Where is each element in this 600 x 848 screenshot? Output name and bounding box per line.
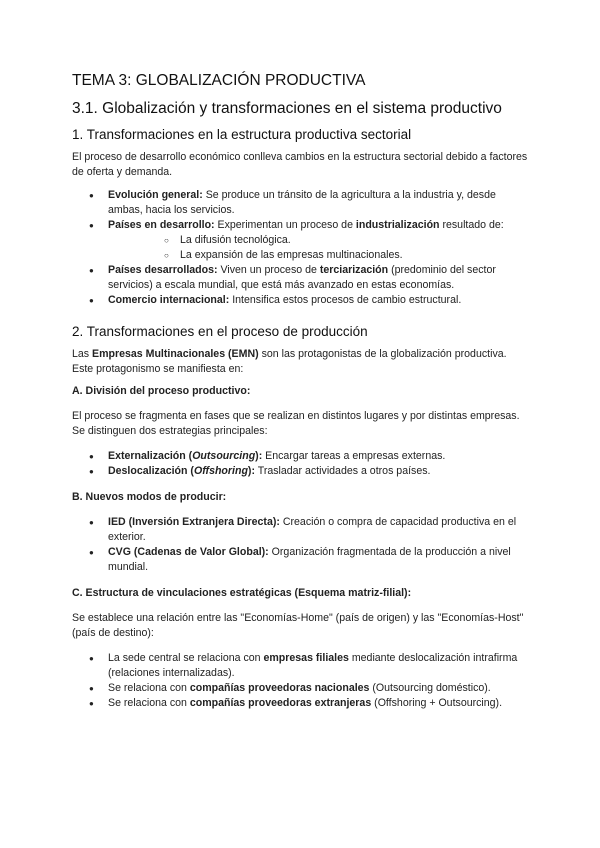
list-item: ● Deslocalización (Offshoring): Trasladar actividades a otros países. [72, 464, 530, 479]
paragraph-s2-intro: Las Empresas Multinacionales (EMN) son las protagonistas de la globalización productiva. Este protagonismo se manifiesta en: [72, 348, 507, 375]
list-b [72, 515, 530, 575]
nested-list [108, 233, 530, 263]
document-title: TEMA 3: GLOBALIZACIÓN PRODUCTIVA [72, 72, 366, 89]
list-item: ● Países en desarrollo: Experimentan un proceso de industrialización resultado de: ○ La difusión tecnológica. ○ La expansión de las empresas multinacionales. [72, 218, 530, 263]
list-item: ● Se relaciona con compañías proveedoras nacionales (Outsourcing doméstico). [72, 681, 530, 696]
list-item: ● Países desarrollados: Viven un proceso de terciarización (predominio del sector servicios) a escala mundial, que está más avanzado en estas economías. [72, 263, 530, 293]
list-item: ● Externalización (Outsourcing): Encargar tareas a empresas externas. [72, 449, 530, 464]
list-item: ● Evolución general: Se produce un tránsito de la agricultura a la industria y, desde ambas, hacia los servicios. [72, 188, 530, 218]
paragraph-s1-intro: El proceso de desarrollo económico conlleva cambios en la estructura sectorial debido a factores de oferta y demanda. [72, 151, 528, 178]
list-item: ● La sede central se relaciona con empresas filiales mediante deslocalización intrafirma (relaciones internalizadas). [72, 651, 530, 681]
list-item: ● CVG (Cadenas de Valor Global): Organización fragmentada de la producción a nivel mundial. [72, 545, 530, 575]
list-s1 [72, 188, 530, 308]
paragraph-c: Se establece una relación entre las "Economías-Home" (país de origen) y las "Economías-Host" (país de destino): [72, 612, 524, 639]
list-item: ● Comercio internacional: Intensifica estos procesos de cambio estructural. [72, 293, 530, 308]
section-heading-3-1: 3.1. Globalización y transformaciones en el sistema productivo [72, 100, 502, 117]
heading-c: C. Estructura de vinculaciones estratégicas (Esquema matriz-filial): [72, 587, 412, 599]
subsection-heading-1: 1. Transformaciones en la estructura productiva sectorial [72, 127, 412, 142]
list-item: ● Se relaciona con compañías proveedoras extranjeras (Offshoring + Outsourcing). [72, 696, 530, 711]
nested-list-item: ○ La expansión de las empresas multinacionales. [108, 248, 530, 263]
nested-list-item: ○ La difusión tecnológica. [108, 233, 530, 248]
list-item: ● IED (Inversión Extranjera Directa): Creación o compra de capacidad productiva en el exterior. [72, 515, 530, 545]
list-a [72, 449, 530, 479]
subsection-heading-2: 2. Transformaciones en el proceso de producción [72, 324, 368, 339]
heading-b: B. Nuevos modos de producir: [72, 491, 227, 503]
paragraph-a: El proceso se fragmenta en fases que se realizan en distintos lugares y por distintas empresas. Se distinguen dos estrategias principales: [72, 410, 520, 437]
heading-a: A. División del proceso productivo: [72, 385, 251, 397]
list-c [72, 651, 530, 711]
